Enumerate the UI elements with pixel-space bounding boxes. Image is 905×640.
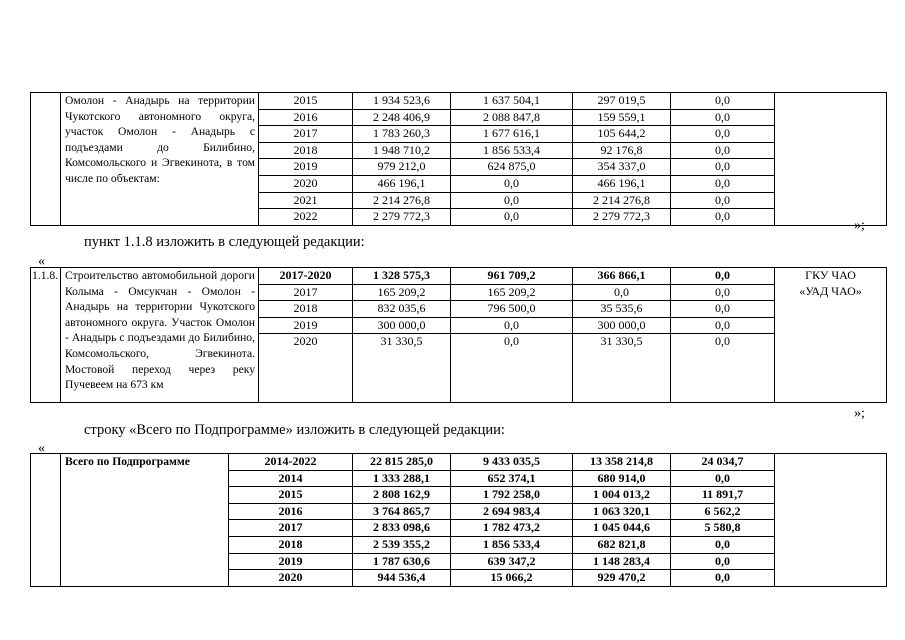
cell-value: 300 000,0	[573, 318, 670, 335]
cell-value: 2020	[293, 334, 318, 349]
other-column	[671, 268, 775, 403]
cell-value: 5 580,8	[671, 520, 774, 537]
cell-value: 0,0	[451, 193, 572, 210]
cell-value: 944 536,4	[377, 570, 426, 585]
cell-value: 832 035,6	[353, 301, 450, 318]
cell-value: 2017	[259, 126, 352, 143]
cell-value: 2019	[259, 159, 352, 176]
cell-value: 2 694 983,4	[451, 504, 572, 521]
cell-value: 0,0	[671, 471, 774, 488]
cell-value: 13 358 214,8	[573, 454, 670, 471]
cell-value: 961 709,2	[451, 268, 572, 285]
cell-value: 0,0	[671, 176, 774, 193]
cell-value: 2018	[259, 301, 352, 318]
cell-value: 0,0	[671, 537, 774, 554]
cell-value: 2019	[229, 554, 352, 571]
cell-value: 2015	[259, 93, 352, 110]
cell-value: 796 500,0	[451, 301, 572, 318]
cell-value: 1 333 288,1	[353, 471, 450, 488]
cell-value: 35 535,6	[573, 301, 670, 318]
cell-value: 2020	[278, 570, 303, 585]
regional-column	[573, 454, 671, 587]
cell-value: 2 833 098,6	[353, 520, 450, 537]
cell-value: 1 934 523,6	[353, 93, 450, 110]
cell-value: 11 891,7	[671, 487, 774, 504]
other-column	[671, 454, 775, 587]
cell-value: 2017	[259, 285, 352, 302]
cell-value: 2017	[229, 520, 352, 537]
executor-cell	[775, 93, 887, 226]
cell-value: 1 787 630,6	[353, 554, 450, 571]
cell-value: 165 209,2	[451, 285, 572, 302]
cell-value: 9 433 035,5	[451, 454, 572, 471]
cell-value: 31 330,5	[600, 334, 643, 349]
cell-value: 2018	[259, 143, 352, 160]
cell-value: 1 783 260,3	[353, 126, 450, 143]
cell-value: 2015	[229, 487, 352, 504]
cell-value: 0,0	[715, 209, 730, 224]
cell-value: 1 856 533,4	[451, 537, 572, 554]
cell-value: 2 279 772,3	[593, 209, 650, 224]
cell-value: 2018	[229, 537, 352, 554]
cell-value: 0,0	[671, 159, 774, 176]
cell-value: 354 337,0	[573, 159, 670, 176]
cell-value: 2 539 355,2	[353, 537, 450, 554]
federal-column	[451, 454, 573, 587]
cell-value: 2016	[229, 504, 352, 521]
cell-value: 0,0	[671, 318, 774, 335]
cell-value: 2 214 276,8	[353, 193, 450, 210]
cell-value: 1 856 533,4	[451, 143, 572, 160]
cell-value: 0,0	[715, 570, 730, 585]
cell-value: 3 764 865,7	[353, 504, 450, 521]
executor-cell	[775, 268, 887, 403]
open-quote: «	[38, 441, 45, 456]
number-cell	[31, 93, 61, 226]
cell-value: 624 875,0	[451, 159, 572, 176]
cell-value: 0,0	[715, 334, 730, 349]
object-description: Омолон - Анадырь на территории Чукотского автономного округа, участок Омолон - Анадырь с подъездами до Билибино, Комсомольского и Эгвекинота, в том числе по объектам:	[61, 93, 259, 226]
years-column	[259, 268, 353, 403]
cell-value: 2 808 162,9	[353, 487, 450, 504]
number-cell	[31, 454, 61, 587]
cell-value: 2022	[293, 209, 318, 224]
paragraph-total-subprogram: строку «Всего по Подпрограмме» изложить в следующей редакции:	[84, 422, 505, 438]
years-column	[259, 93, 353, 226]
executor-line-1: ГКУ ЧАО	[805, 268, 856, 282]
cell-value: 0,0	[671, 110, 774, 127]
years-column	[229, 454, 353, 587]
cell-value: 0,0	[573, 285, 670, 302]
cell-value: 0,0	[671, 93, 774, 110]
cell-value: 466 196,1	[353, 176, 450, 193]
close-quote: »;	[854, 218, 865, 233]
item-number: 1.1.8.	[31, 268, 61, 403]
cell-value: 0,0	[451, 176, 572, 193]
table-total-subprogram	[30, 453, 887, 587]
cell-value: 297 019,5	[573, 93, 670, 110]
cell-value: 2020	[259, 176, 352, 193]
cell-value: 0,0	[671, 193, 774, 210]
cell-value: 0,0	[671, 143, 774, 160]
cell-value: 2014	[229, 471, 352, 488]
cell-value: 1 045 044,6	[573, 520, 670, 537]
total-column	[353, 454, 451, 587]
cell-value: 1 677 616,1	[451, 126, 572, 143]
cell-value: 639 347,2	[451, 554, 572, 571]
close-quote: »;	[854, 406, 865, 421]
cell-value: 1 148 283,4	[573, 554, 670, 571]
cell-value: 159 559,1	[573, 110, 670, 127]
cell-value: 1 004 013,2	[573, 487, 670, 504]
executor-cell	[775, 454, 887, 587]
total-label: Всего по Подпрограмме	[61, 454, 229, 587]
cell-value: 682 821,8	[573, 537, 670, 554]
open-quote: «	[38, 254, 45, 269]
other-column	[671, 93, 775, 226]
cell-value: 1 328 575,3	[353, 268, 450, 285]
cell-value: 105 644,2	[573, 126, 670, 143]
table-continuation	[30, 92, 887, 226]
cell-value: 165 209,2	[353, 285, 450, 302]
cell-value: 1 792 258,0	[451, 487, 572, 504]
cell-value: 2014-2022	[229, 454, 352, 471]
cell-value: 0,0	[671, 268, 774, 285]
cell-value: 2016	[259, 110, 352, 127]
cell-value: 1 782 473,2	[451, 520, 572, 537]
cell-value: 366 866,1	[573, 268, 670, 285]
cell-value: 2017-2020	[259, 268, 352, 285]
federal-column	[451, 268, 573, 403]
object-description: Строительство автомобильной дороги Колыма - Омсукчан - Омолон - Анадырь на территории Чукотского автономного округа. Участок Омолон - Анадырь с подъездами до Билибино, Комсомольского, Эгвекинота. Мостовой переход через реку Пучевеем на 673 км	[61, 268, 259, 403]
total-column	[353, 93, 451, 226]
cell-value: 2 088 847,8	[451, 110, 572, 127]
cell-value: 0,0	[504, 334, 519, 349]
cell-value: 300 000,0	[353, 318, 450, 335]
cell-value: 0,0	[671, 126, 774, 143]
cell-value: 1 637 504,1	[451, 93, 572, 110]
cell-value: 22 815 285,0	[353, 454, 450, 471]
cell-value: 466 196,1	[573, 176, 670, 193]
cell-value: 1 063 320,1	[573, 504, 670, 521]
cell-value: 92 176,8	[573, 143, 670, 160]
total-column	[353, 268, 451, 403]
cell-value: 6 562,2	[671, 504, 774, 521]
cell-value: 0,0	[671, 554, 774, 571]
cell-value: 0,0	[671, 285, 774, 302]
cell-value: 24 034,7	[671, 454, 774, 471]
cell-value: 31 330,5	[380, 334, 423, 349]
cell-value: 680 914,0	[573, 471, 670, 488]
paragraph-item-1-1-8: пункт 1.1.8 изложить в следующей редакции:	[84, 234, 365, 250]
cell-value: 929 470,2	[597, 570, 646, 585]
cell-value: 0,0	[451, 318, 572, 335]
cell-value: 15 066,2	[490, 570, 533, 585]
cell-value: 0,0	[504, 209, 519, 224]
regional-column	[573, 268, 671, 403]
regional-column	[573, 93, 671, 226]
cell-value: 979 212,0	[353, 159, 450, 176]
cell-value: 2 214 276,8	[573, 193, 670, 210]
cell-value: 1 948 710,2	[353, 143, 450, 160]
cell-value: 2 248 406,9	[353, 110, 450, 127]
cell-value: 2019	[259, 318, 352, 335]
cell-value: 2 279 772,3	[373, 209, 430, 224]
cell-value: 0,0	[671, 301, 774, 318]
federal-column	[451, 93, 573, 226]
cell-value: 652 374,1	[451, 471, 572, 488]
table-item-1-1-8	[30, 267, 887, 403]
cell-value: 2021	[259, 193, 352, 210]
executor-line-2: «УАД ЧАО»	[799, 283, 862, 298]
